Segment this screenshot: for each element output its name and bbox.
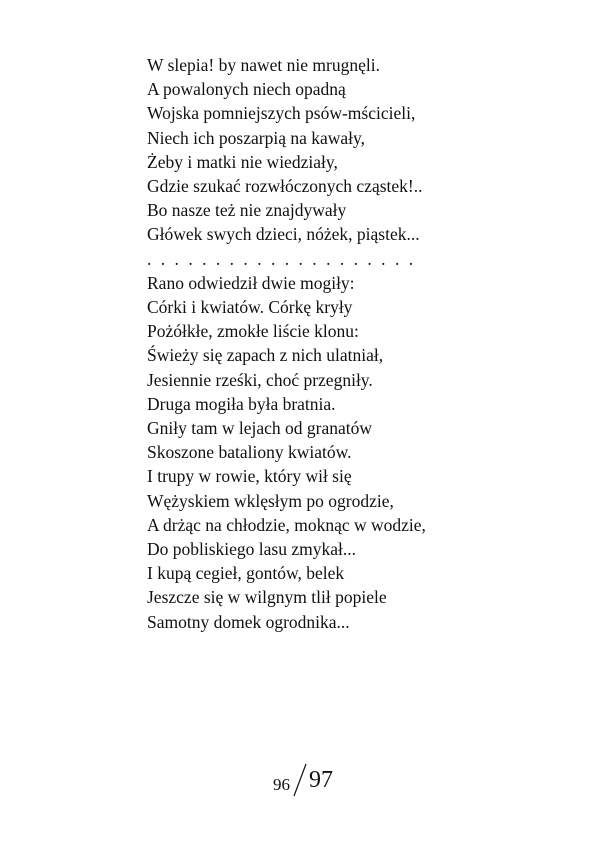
poem-line: Druga mogiła była bratnia. [147, 393, 336, 414]
ellipsis-separator: .................... [147, 248, 423, 269]
poem-line: Gniły tam w lejach od granatów [147, 418, 373, 439]
poem-line: Córki i kwiatów. Córkę kryły [147, 297, 353, 318]
poem-line: W slepia! by nawet nie mrugnęli. [147, 55, 380, 75]
poem-line: Wężyskiem wklęsłym po ogrodzie, [147, 490, 394, 511]
poem-line: Świeży się zapach z nich ulatniał, [147, 345, 384, 366]
page-number [0, 763, 600, 803]
poem-line: Główek swych dzieci, nóżek, piąstek... [147, 224, 420, 245]
poem-line: Jeszcze się w wilgnym tlił popiele [147, 587, 387, 608]
poem-line: I trupy w rowie, który wił się [147, 466, 352, 487]
slash-divider-icon [293, 763, 307, 797]
poem-text [147, 53, 477, 634]
poem-line: Do pobliskiego lasu zmykał... [147, 539, 357, 560]
poem-line: Rano odwiedził dwie mogiły: [147, 272, 355, 293]
stanza-1 [147, 53, 477, 247]
poem-line: I kupą cegieł, gontów, belek [147, 563, 345, 584]
poem-line: Niech ich poszarpią na kawały, [147, 127, 366, 148]
poem-line: A powalonych niech opadną [147, 79, 346, 100]
stanza-2 [147, 271, 477, 634]
poem-line: Gdzie szukać rozwłóczonych cząstek!.. [147, 176, 423, 197]
poem-line: Samotny domek ogrodnika... [147, 611, 350, 632]
poem-line: Żeby i matki nie wiedziały, [147, 151, 338, 172]
poem-line: Bo nasze też nie znajdywały [147, 200, 347, 221]
poem-line: Pożółkłe, zmokłe liście klonu: [147, 321, 359, 342]
poem-line: A drżąc na chłodzie, moknąc w wodzie, [147, 514, 426, 535]
current-page-number: 96 [273, 775, 290, 794]
poem-line: Skoszone bataliony kwiatów. [147, 442, 352, 463]
total-pages-number: 97 [309, 767, 333, 793]
poem-line: Wojska pomniejszych psów-mścicieli, [147, 103, 416, 124]
poem-line: Jesiennie rześki, choć przegniły. [147, 369, 373, 390]
